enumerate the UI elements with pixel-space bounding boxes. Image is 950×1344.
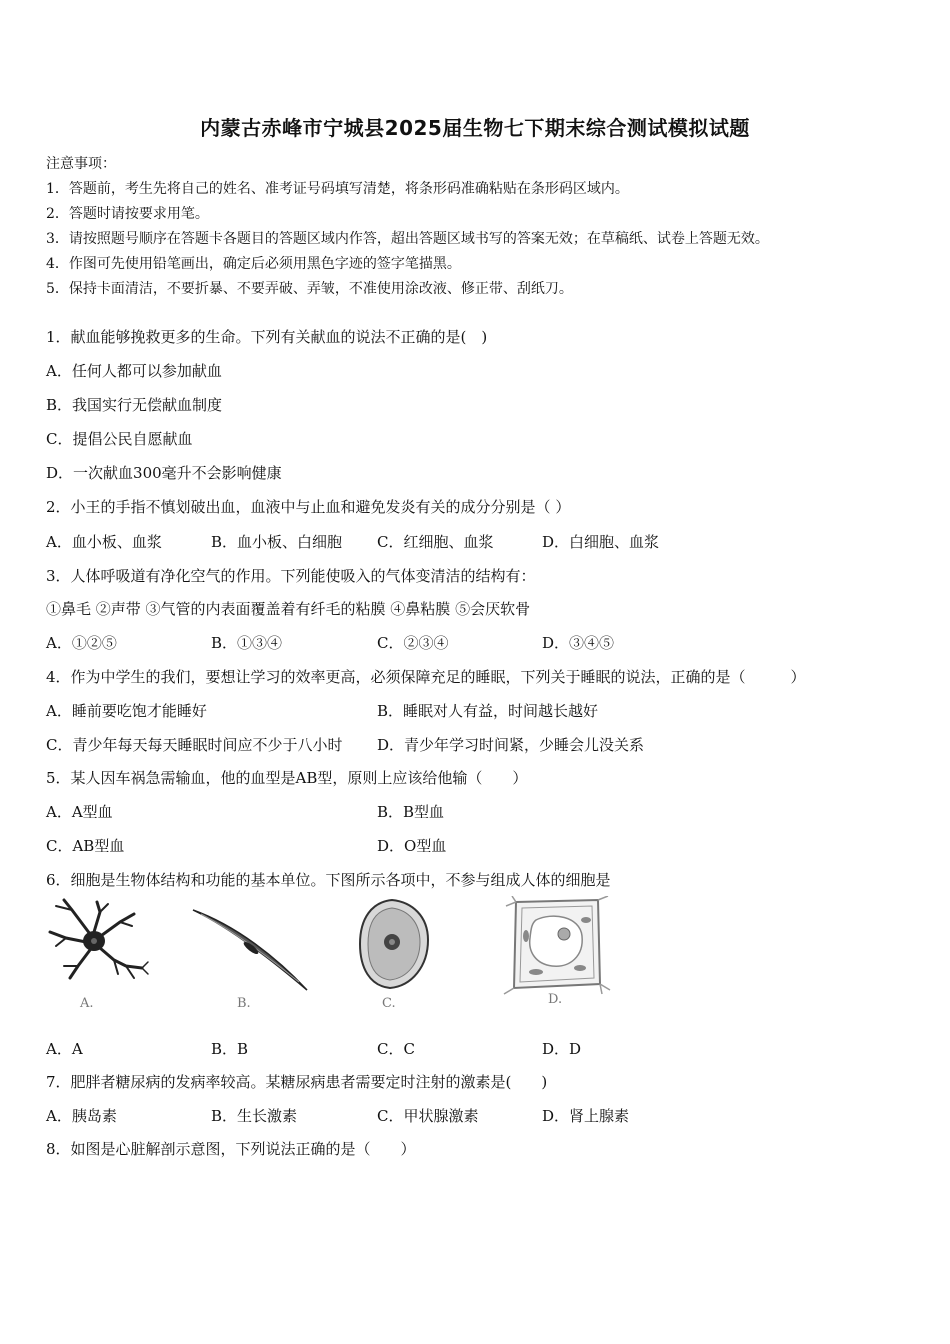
figure-label-d: D.: [548, 992, 563, 1007]
question-3-structures: ①鼻毛 ②声带 ③气管的内表面覆盖着有纤毛的粘膜 ④鼻粘膜 ⑤会厌软骨: [46, 600, 531, 618]
question-7-stem: 7．肥胖者糖尿病的发病率较高。某糖尿病患者需要定时注射的激素是( ): [46, 1073, 548, 1091]
muscle-cell-icon: [187, 896, 317, 996]
notes-heading: 注意事项：: [46, 156, 116, 172]
question-4-option-c: C．青少年每天每天睡眠时间应不少于八小时: [46, 736, 343, 754]
question-3-stem: 3．人体呼吸道有净化空气的作用。下列能使吸入的气体变清洁的结构有：: [46, 567, 536, 585]
question-3-option-d: D．③④⑤: [542, 634, 615, 652]
note-item: 5．保持卡面清洁，不要折暴、不要弄破、弄皱，不准使用涂改液、修正带、刮纸刀。: [46, 281, 573, 297]
question-3-option-b: B．①③④: [211, 634, 283, 652]
question-3-option-c: C．②③④: [377, 634, 449, 652]
question-6-option-d: D．D: [542, 1040, 582, 1058]
figure-label-a: A.: [80, 996, 94, 1011]
question-8-stem: 8．如图是心脏解剖示意图，下列说法正确的是（ ）: [46, 1140, 416, 1158]
round-cell-icon: [354, 896, 434, 996]
question-2-option-b: B．血小板、白细胞: [211, 533, 343, 551]
question-7-option-c: C．甲状腺激素: [377, 1107, 479, 1125]
question-1-option-a: A．任何人都可以参加献血: [46, 362, 222, 380]
question-1-option-b: B．我国实行无偿献血制度: [46, 396, 223, 414]
question-4-option-d: D．青少年学习时间紧，少睡会儿没关系: [377, 736, 645, 754]
question-5-option-d: D．O型血: [377, 837, 447, 855]
question-4-stem: 4．作为中学生的我们，要想让学习的效率更高，必须保障充足的睡眠，下列关于睡眠的说法，正确的是（ ）: [46, 668, 806, 686]
question-4-option-b: B．睡眠对人有益，时间越长越好: [377, 702, 599, 720]
question-7-option-b: B．生长激素: [211, 1107, 298, 1125]
question-6-stem: 6．细胞是生物体结构和功能的基本单位。下图所示各项中，不参与组成人体的细胞是: [46, 871, 611, 889]
question-2-option-a: A．血小板、血浆: [46, 533, 162, 551]
question-1-stem: 1．献血能够挽救更多的生命。下列有关献血的说法不正确的是( ): [46, 328, 488, 346]
question-6-option-a: A．A: [46, 1040, 83, 1058]
question-6-option-c: C．C: [377, 1040, 415, 1058]
question-2-stem: 2．小王的手指不慎划破出血，血液中与止血和避免发炎有关的成分分别是（ ）: [46, 498, 571, 516]
question-2-option-c: C．红细胞、血浆: [377, 533, 494, 551]
note-item: 1．答题前，考生先将自己的姓名、准考证号码填写清楚，将条形码准确粘贴在条形码区域内。: [46, 181, 629, 197]
question-7-option-d: D．肾上腺素: [542, 1107, 630, 1125]
neuron-cell-figure: [42, 896, 152, 1021]
question-6-option-b: B．B: [211, 1040, 249, 1058]
figure-label-c: C.: [382, 996, 396, 1011]
page-title: 内蒙古赤峰市宁城县2025届生物七下期末综合测试模拟试题: [200, 116, 750, 140]
question-4-option-a: A．睡前要吃饱才能睡好: [46, 702, 207, 720]
question-1-option-d: D．一次献血300毫升不会影响健康: [46, 464, 282, 482]
plant-cell-icon: [502, 896, 612, 996]
figure-label-b: B.: [237, 996, 251, 1011]
round-cell-figure: [354, 896, 434, 1021]
question-1-option-c: C．提倡公民自愿献血: [46, 430, 193, 448]
cell-figures: [42, 896, 622, 1021]
notes-section: [46, 152, 769, 302]
muscle-cell-figure: [187, 896, 317, 1021]
note-item: 3．请按照题号顺序在答题卡各题目的答题区域内作答，超出答题区域书写的答案无效；在草稿纸、试卷上答题无效。: [46, 231, 769, 247]
note-item: 4．作图可先使用铅笔画出，确定后必须用黑色字迹的签字笔描黑。: [46, 256, 461, 272]
question-7-option-a: A．胰岛素: [46, 1107, 117, 1125]
question-5-option-b: B．B型血: [377, 803, 445, 821]
question-5-option-c: C．AB型血: [46, 837, 125, 855]
question-3-option-a: A．①②⑤: [46, 634, 117, 652]
neuron-icon: [42, 896, 152, 996]
question-5-option-a: A．A型血: [46, 803, 113, 821]
note-item: 2．答题时请按要求用笔。: [46, 206, 209, 222]
question-2-option-d: D．白细胞、血浆: [542, 533, 660, 551]
plant-cell-figure: [502, 896, 612, 1021]
question-5-stem: 5．某人因车祸急需输血，他的血型是AB型，原则上应该给他输（ ）: [46, 769, 528, 787]
